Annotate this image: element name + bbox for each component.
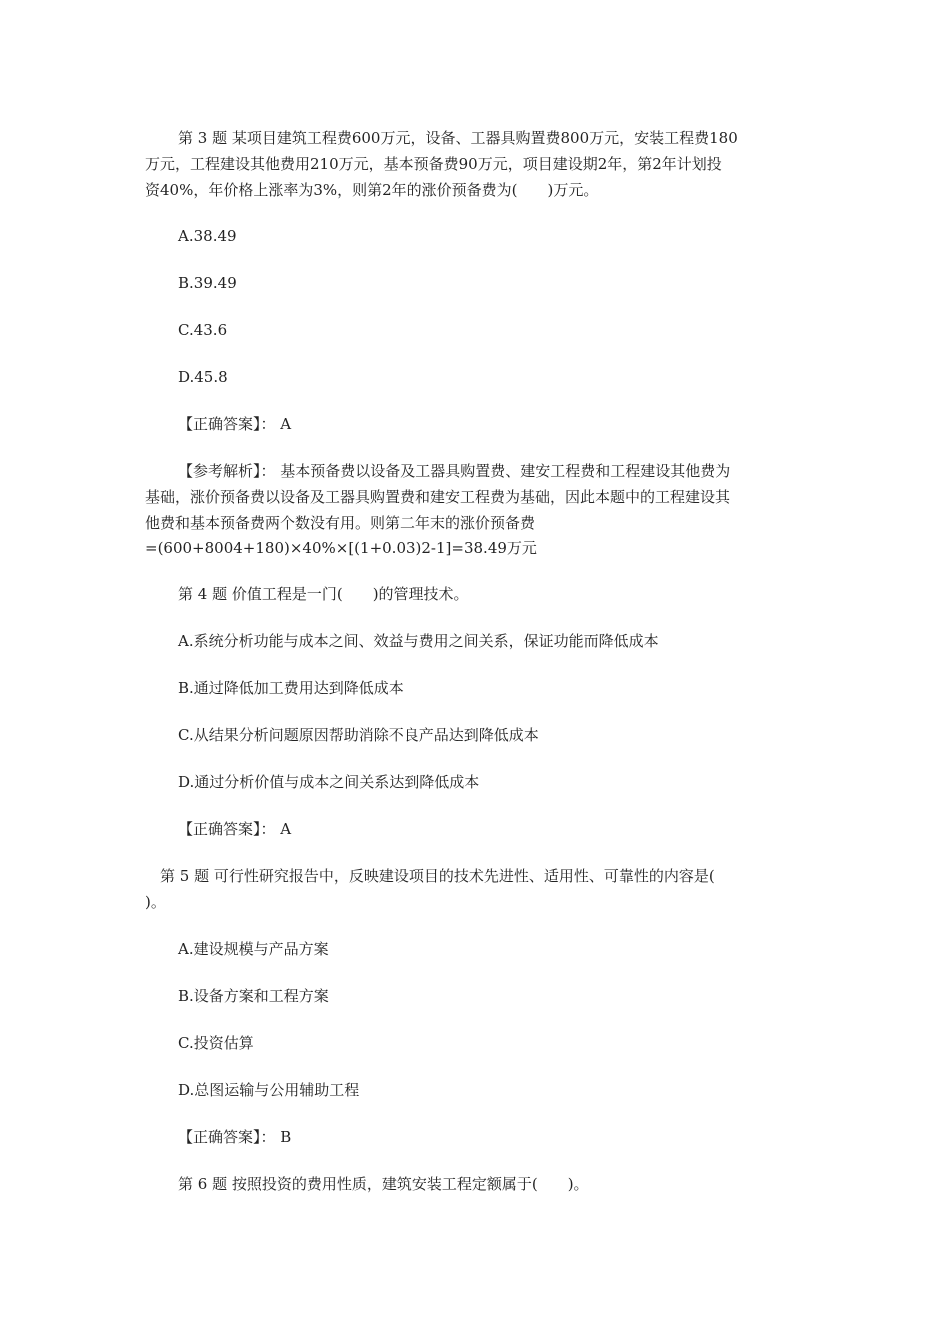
q4-option-c: C.从结果分析问题原因帮助消除不良产品达到降低成本: [178, 726, 539, 744]
q3-option-c: C.43.6: [178, 321, 228, 339]
q4-option-a: A.系统分析功能与成本之间、效益与费用之间关系，保证功能而降低成本: [178, 632, 659, 650]
q5-option-c: C.投资估算: [178, 1034, 254, 1052]
q5-answer: 【正确答案】： B: [178, 1128, 292, 1146]
q4-question: 第 4 题 价值工程是一门( )的管理技术。: [178, 585, 469, 603]
q3-text-line-3: 资40%，年价格上涨率为3%，则第2年的涨价预备费为( )万元。: [145, 181, 599, 199]
q4-option-d: D.通过分析价值与成本之间关系达到降低成本: [178, 773, 480, 791]
q3-analysis-line-2: 基础，涨价预备费以设备及工器具购置费和建安工程费为基础，因此本题中的工程建设其: [145, 488, 731, 506]
q5-text-line-2: )。: [145, 893, 166, 911]
q3-answer: 【正确答案】： A: [178, 415, 292, 433]
q3-analysis-line-4: =(600+8004+180)×40%×[(1+0.03)2-1]=38.49万元: [145, 539, 537, 557]
q3-analysis-line-3: 他费和基本预备费两个数没有用。则第二年末的涨价预备费: [145, 514, 536, 532]
q4-answer: 【正确答案】： A: [178, 820, 292, 838]
q5-option-d: D.总图运输与公用辅助工程: [178, 1081, 360, 1099]
q3-option-a: A.38.49: [178, 227, 237, 245]
q5-option-a: A.建设规模与产品方案: [178, 940, 329, 958]
q3-option-b: B.39.49: [178, 274, 237, 292]
q3-analysis-line-1: 【参考解析】： 基本预备费以设备及工器具购置费、建安工程费和工程建设其他费为: [178, 462, 731, 480]
q4-option-b: B.通过降低加工费用达到降低成本: [178, 679, 404, 697]
q5-option-b: B.设备方案和工程方案: [178, 987, 329, 1005]
q3-text-line-1: 第 3 题 某项目建筑工程费600万元，设备、工器具购置费800万元，安装工程费180: [178, 129, 738, 147]
q3-option-d: D.45.8: [178, 368, 228, 386]
q3-text-line-2: 万元，工程建设其他费用210万元，基本预备费90万元，项目建设期2年，第2年计划投: [145, 155, 722, 173]
q5-text-line-1: 第 5 题 可行性研究报告中，反映建设项目的技术先进性、适用性、可靠性的内容是(: [160, 867, 715, 885]
q6-question: 第 6 题 按照投资的费用性质，建筑安装工程定额属于( )。: [178, 1175, 589, 1193]
